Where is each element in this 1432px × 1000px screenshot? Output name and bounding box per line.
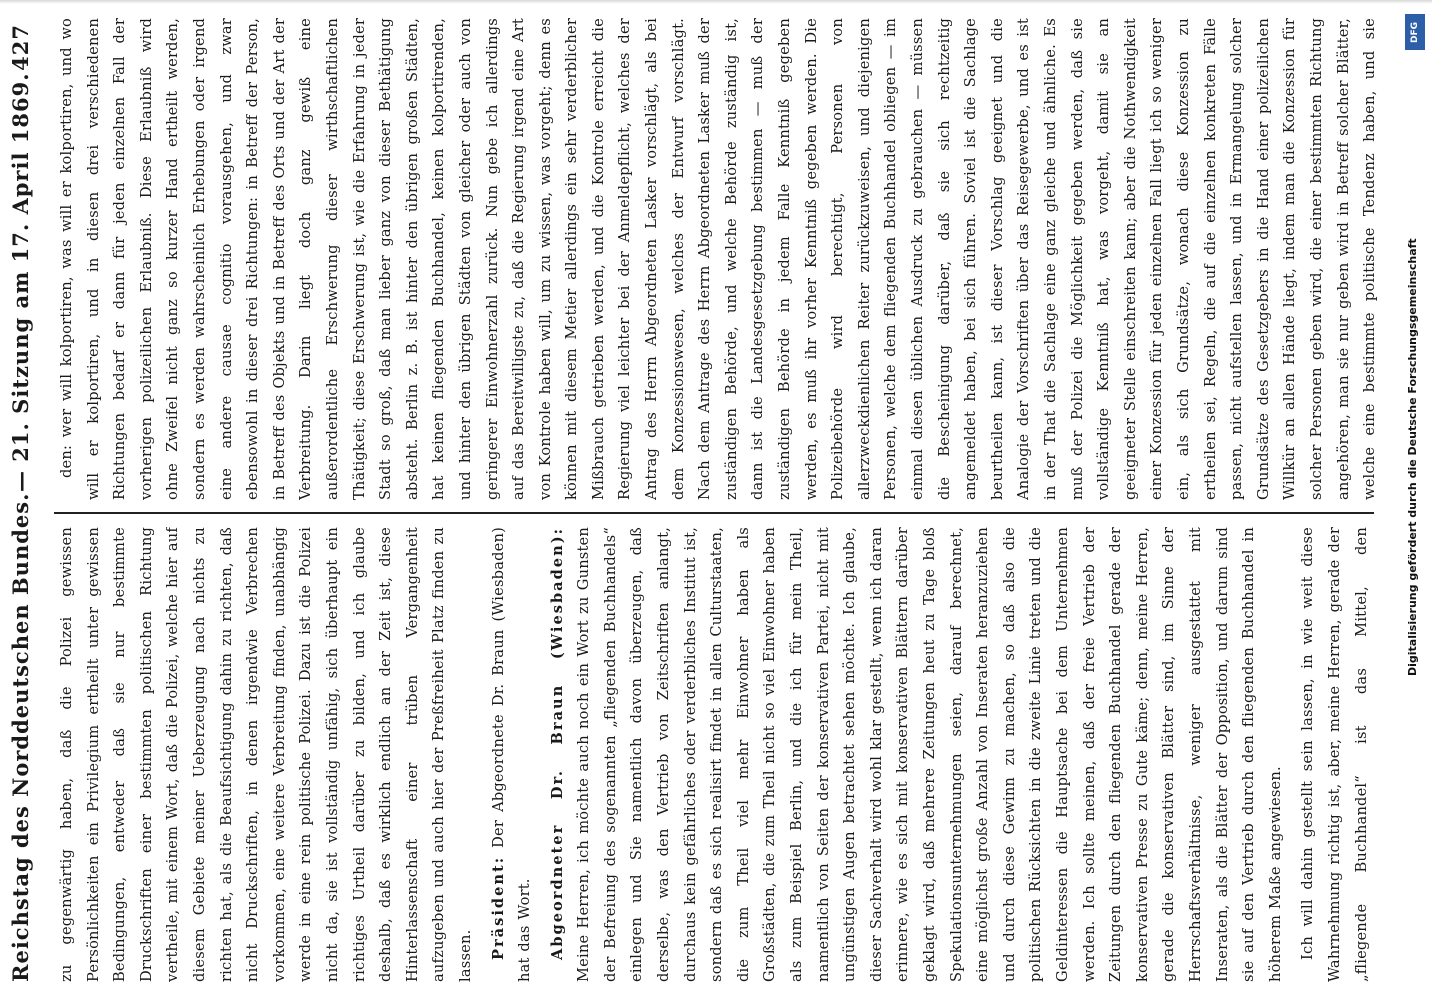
speech-text: Meine Herren, ich möchte auch noch ein Wort zu Gunsten der Befreiung des sogenannten „fliegenden Buchhandels“ einlegen und Sie namentlich davon überzeugen, daß derselbe, was den Vertrieb von Zeitschriften anlangt, durchaus kein gefährliches oder verderbliches Institut ist, sondern daß es sich realisirt findet in allen Culturstaaten, die zum Theil viel mehr Einwohner haben als Großstädten, die zum Theil nicht so viel Einwohner haben als zum Beispiel Berlin, und die ich für mein Theil, namentlich von Seiten der konservativen Partei, nicht mit ungünstigen Augen betrachtet sehen möchte. Ich glaube, dieser Sachverhalt wird wohl klar gestellt, wenn ich daran erinnere, wie es sich mit konservativen Blättern darüber geklagt wird, daß mehrere Zeitungen heut zu Tage bloß Spekulationsunternehmungen seien, darauf berechnet, eine möglichst große Anzahl von Inseraten heranzuziehen und durch diese Gewinn zu machen, so daß also die politischen Rücksichten in die zweite Linie treten und die Geldinteressen die Hauptsache bei dem Unternehmen werden. Ich sollte meinen, daß der freie Vertrieb der Zeitungen durch den fliegenden Buchhandel gerade der konservativen Presse zu Gute käme; denn, meine Herren, gerade die konservativen Blätter sind, im Sinne der Herrschaftsverhältnisse, weniger ausgestattet mit Inseraten, als die Blätter der Opposition, und darum sind sie auf den Vertrieb durch den fliegenden Buchhandel in höherem Maße angewiesen. (575, 527, 1284, 982)
speaker-name: Abgeordneter Dr. Braun (Wiesbaden): (548, 527, 566, 960)
body-paragraph: Ich will dahin gestellt sein lassen, in wie weit diese Wahrnehmung richtig ist, aber, meine Herren, gerade der „fliegende Buchhandel“ ist das Mittel, den (1299, 527, 1370, 982)
dfg-logo: DFG (1405, 14, 1425, 50)
digitization-stamp (1402, 8, 1428, 992)
column-divider (54, 512, 1374, 514)
body-paragraph: den: wer will kolportiren, was will er kolportiren, und wo will er kolportiren, und in diesen drei verschiedenen Richtungen bedarf er dann für jeden einzelnen Fall der vorherigen polizeilichen Erlaubniß. Diese Erlaubniß wird ohne Zweifel nicht ganz so kurzer Hand ertheilt werden, sondern es werden wahrscheinlich Erhebungen oder irgend eine andere causae cognitio vorausgehen, und zwar ebensowohl in dieser drei Richtungen: in Betreff der Person, in Betreff des Objekts und in Betreff des Orts und der Art der Verbreitung. Darin liegt doch ganz gewiß eine außerordentliche Erschwerung dieser wirthschaftlichen Thätigkeit; diese Erschwerung ist, wie die Erfahrung in jeder Stadt so groß, daß man lieber ganz von dieser Bethätigung absteht. Berlin z. B. ist hinter den übrigen großen Städten, hat keinen fliegenden Buchhandel, keinen kolportirenden, und hinter den übrigen Städten von gleicher oder auch von geringerer Einwohnerzahl zurück. Nun gebe ich allerdings auf das Bereitwilligste zu, daß die Regierung irgend eine Art von Kontrole haben will, um zu wissen, was vorgeht; denn es können mit diesem Metier allerdings ein sehr verderblicher Mißbrauch getrieben werden, und die Kontrole erreicht die Regierung viel leichter bei der Anmeldepflicht, welches der Antrag des Herrn Abgeordneten Lasker vorschlägt, als bei dem Konzessionswesen, welches der Entwurf vorschlägt. Nach dem Antrage des Herrn Abgeordneten Lasker muß der zuständigen Behörde, und welche Behörde zuständig ist, dann ist die Landesgesetzgebung bestimmen — muß der zuständigen Behörde in jedem Falle Kenntniß gegeben werden, es muß ihr vorher Kenntniß gegeben werden. Die Polizeibehörde wird berechtigt, Personen von allerzweckdienlichen Reiter zurückzuweisen, und diejenigen Personen, welche dem fliegenden Buchhandel obliegen — im einmal diesen üblichen Ausdruck zu gebrauchen — müssen die Bescheinigung darüber, daß sie sich rechtzeitig angemeldet haben, bei sich führen. Soviel ist die Sachlage beurtheilen kann, ist dieser Vorschlag geeignet und die Analogie der Vorschriften über das Reisegewerbe, und es ist in der That die Sachlage eine ganz gleiche und ähnliche. Es muß der Polizei die Möglichkeit gegeben werden, daß sie vollständige Kenntniß hat, was vorgeht, damit sie an geeigneter Stelle einschreiten kann; aber die Nothwendigkeit einer Konzession für jeden einzelnen Fall liegt ich so weniger ein, als sich Grundsätze, wonach diese Konzession zu ertheilen sei, Regeln, die auf die einzelnen konkreten Fälle passen, nicht aufstellen lassen, und in Ermangelung solcher Grundsätze des Gesetzgebers in die Hand einer polizeilichen Willkür an allen Hände liegt, indem man die Konzession für solcher Personen geben wird, die einer bestimmten Richtung angehören, man sie nur geben wird in Betreff solcher Blätter, welche eine bestimmte politische Tendenz haben, und sie (58, 18, 1379, 500)
running-head (4, 14, 50, 982)
speaker-paragraph (545, 527, 1290, 982)
digitization-note: Digitalisierung gefördert durch die Deutsche Forschungsgemeinschaft (1406, 238, 1419, 676)
header-session: — 21. Sitzung am 17. April 1869. (8, 72, 33, 492)
body-paragraph: zu gegenwärtig haben, daß die Polizei gewissen Persönlichkeiten ein Privilegium ertheilt unter gewissen Bedingungen, entweder daß sie nur bestimmte Druckschriften einer bestimmten politischen Richtung vertheile, mit einem Wort, daß die Polizei, welche hier auf diesem Gebiete meiner Ueberzeugung nach nichts zu richten hat, als die Beaufsichtigung dahin zu richten, daß nicht Druckschriften, in denen irgendwie Verbrechen vorkommen, eine weitere Verbreitung finden, unabhängig werde in eine rein politische Polizei. Dazu ist die Polizei nicht da, sie ist vollständig unfähig, sich überhaupt ein richtiges Urtheil darüber zu bilden, und ich glaube deshalb, daß es wirklich endlich an der Zeit ist, diese Hinterlassenschaft einer trüben Vergangenheit aufzugeben und auch hier der Preßfreiheit Platz finden zu lassen. (58, 527, 474, 982)
speaker-name: Präsident: (489, 855, 507, 960)
page-number: 427 (8, 24, 33, 71)
left-column (54, 527, 1379, 982)
right-column (54, 18, 1379, 500)
speaker-paragraph (486, 527, 539, 982)
speech-text: Der Abgeordnete Dr. Braun (Wiesbaden) hat das Wort. (489, 527, 534, 982)
header-title: Reichstag des Norddeutschen Bundes. (8, 492, 33, 982)
